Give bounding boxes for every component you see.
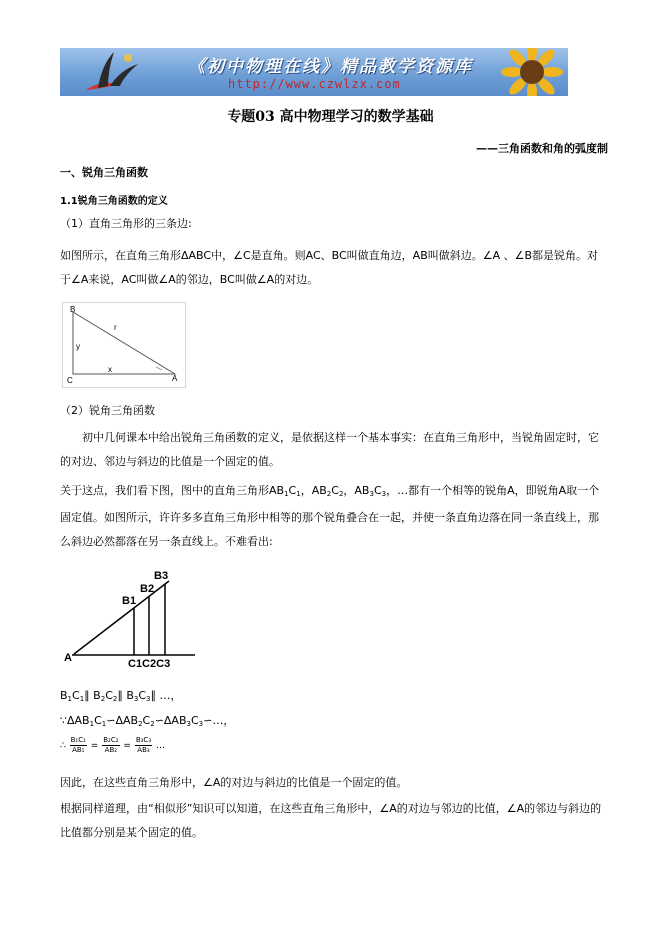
fig1-label-x: x <box>108 365 112 374</box>
parallel-line: $B_1C_1\parallel$ $B_2C_2\parallel$ $B_3C_3\parallel$ …， <box>60 689 182 703</box>
fig1-label-A: A <box>172 374 178 383</box>
document-title: 专题03 高中物理学习的数学基础 <box>227 109 434 125</box>
section-heading: 一、锐角三角函数 <box>60 166 148 179</box>
subsection-heading: 1.1锐角三角函数的定义 <box>60 196 168 207</box>
paragraph-4: 因此，在这些直角三角形中，∠A的对边与斜边的比值是一个固定的值。 <box>60 776 408 789</box>
fig2-label-A: A <box>64 652 72 664</box>
fig1-label-B: B <box>70 305 76 314</box>
header-banner <box>60 48 568 96</box>
fraction-2: $\frac{\text{B₂C₂}}{\text{AB₂}}$ <box>103 736 119 754</box>
paragraph-3: 关于这点，我们看下图，图中的直角三角形$AB_1C_1$，$AB_2C_2$，$AB_3C_3$，…都有一个相等的锐角A，即锐角A取一个固定值。如图所示，许许多多直角三角形中相等的那个锐角叠合在一起，并使一条直角边落在同一条直线上，那么斜边必然都落在另一条直线上。不难看出: <box>60 484 600 548</box>
document-subtitle: ——三角函数和角的弧度制 <box>476 142 608 155</box>
banner-url: http://www.czwlzx.com <box>228 77 401 91</box>
fig2-label-B2: B2 <box>140 583 155 595</box>
fig1-label-y: y <box>76 342 80 351</box>
therefore-symbol: ∴ <box>60 741 66 751</box>
sunflower-icon <box>492 48 564 96</box>
fig2-label-B3: B3 <box>154 570 169 582</box>
banner-title: 《初中物理在线》精品教学资源库 <box>188 57 473 77</box>
fraction-1: $\frac{\text{B₁C₁}}{\text{AB₁}}$ <box>70 736 86 754</box>
fig1-label-C: C <box>67 376 73 385</box>
paragraph-5: 根据同样道理，由“相似形”知识可以知道，在这些直角三角形中，∠A的对边与邻边的比值，∠A的邻边与斜边的比值都分别是某个固定的值。 <box>60 802 602 839</box>
similar-line: $\because\Delta AB_1C_1∽\Delta AB_2C_2∽\Delta AB_3C_3∽\dots$， <box>60 714 235 728</box>
item-1: （1）直角三角形的三条边: <box>60 217 192 230</box>
fig2-label-B1: B1 <box>122 595 137 607</box>
figure-right-triangle <box>62 302 186 388</box>
figure-similar-triangles <box>62 566 202 672</box>
paragraph-2: 初中几何课本中给出锐角三角函数的定义，是依据这样一个基本事实：在直角三角形中，当锐角固定时，它的对边、邻边与斜边的比值是一个固定的值。 <box>60 431 599 468</box>
ratio-equation: ∴ $\frac{\text{B₁C₁}}{\text{AB₁}}$ = $\frac{\text{B₂C₂}}{\text{AB₂}}$ = $\frac{\text{B₃C₃}}{\text{AB₃}}$ … <box>60 736 166 754</box>
fig2-label-C: C1C2C3 <box>128 658 171 670</box>
fraction-3: $\frac{\text{B₃C₃}}{\text{AB₃}}$ <box>135 736 152 754</box>
item-2: （2）锐角三角函数 <box>60 404 155 417</box>
paragraph-1: 如图所示，在直角三角形ΔABC中，∠C是直角。则AC、BC叫做直角边，AB叫做斜边。∠A 、∠B都是锐角。对于∠A来说，AC叫做∠A的邻边，BC叫做∠A的对边。 <box>60 249 599 286</box>
fig1-label-r: r <box>114 323 117 332</box>
logo-icon <box>80 50 150 94</box>
